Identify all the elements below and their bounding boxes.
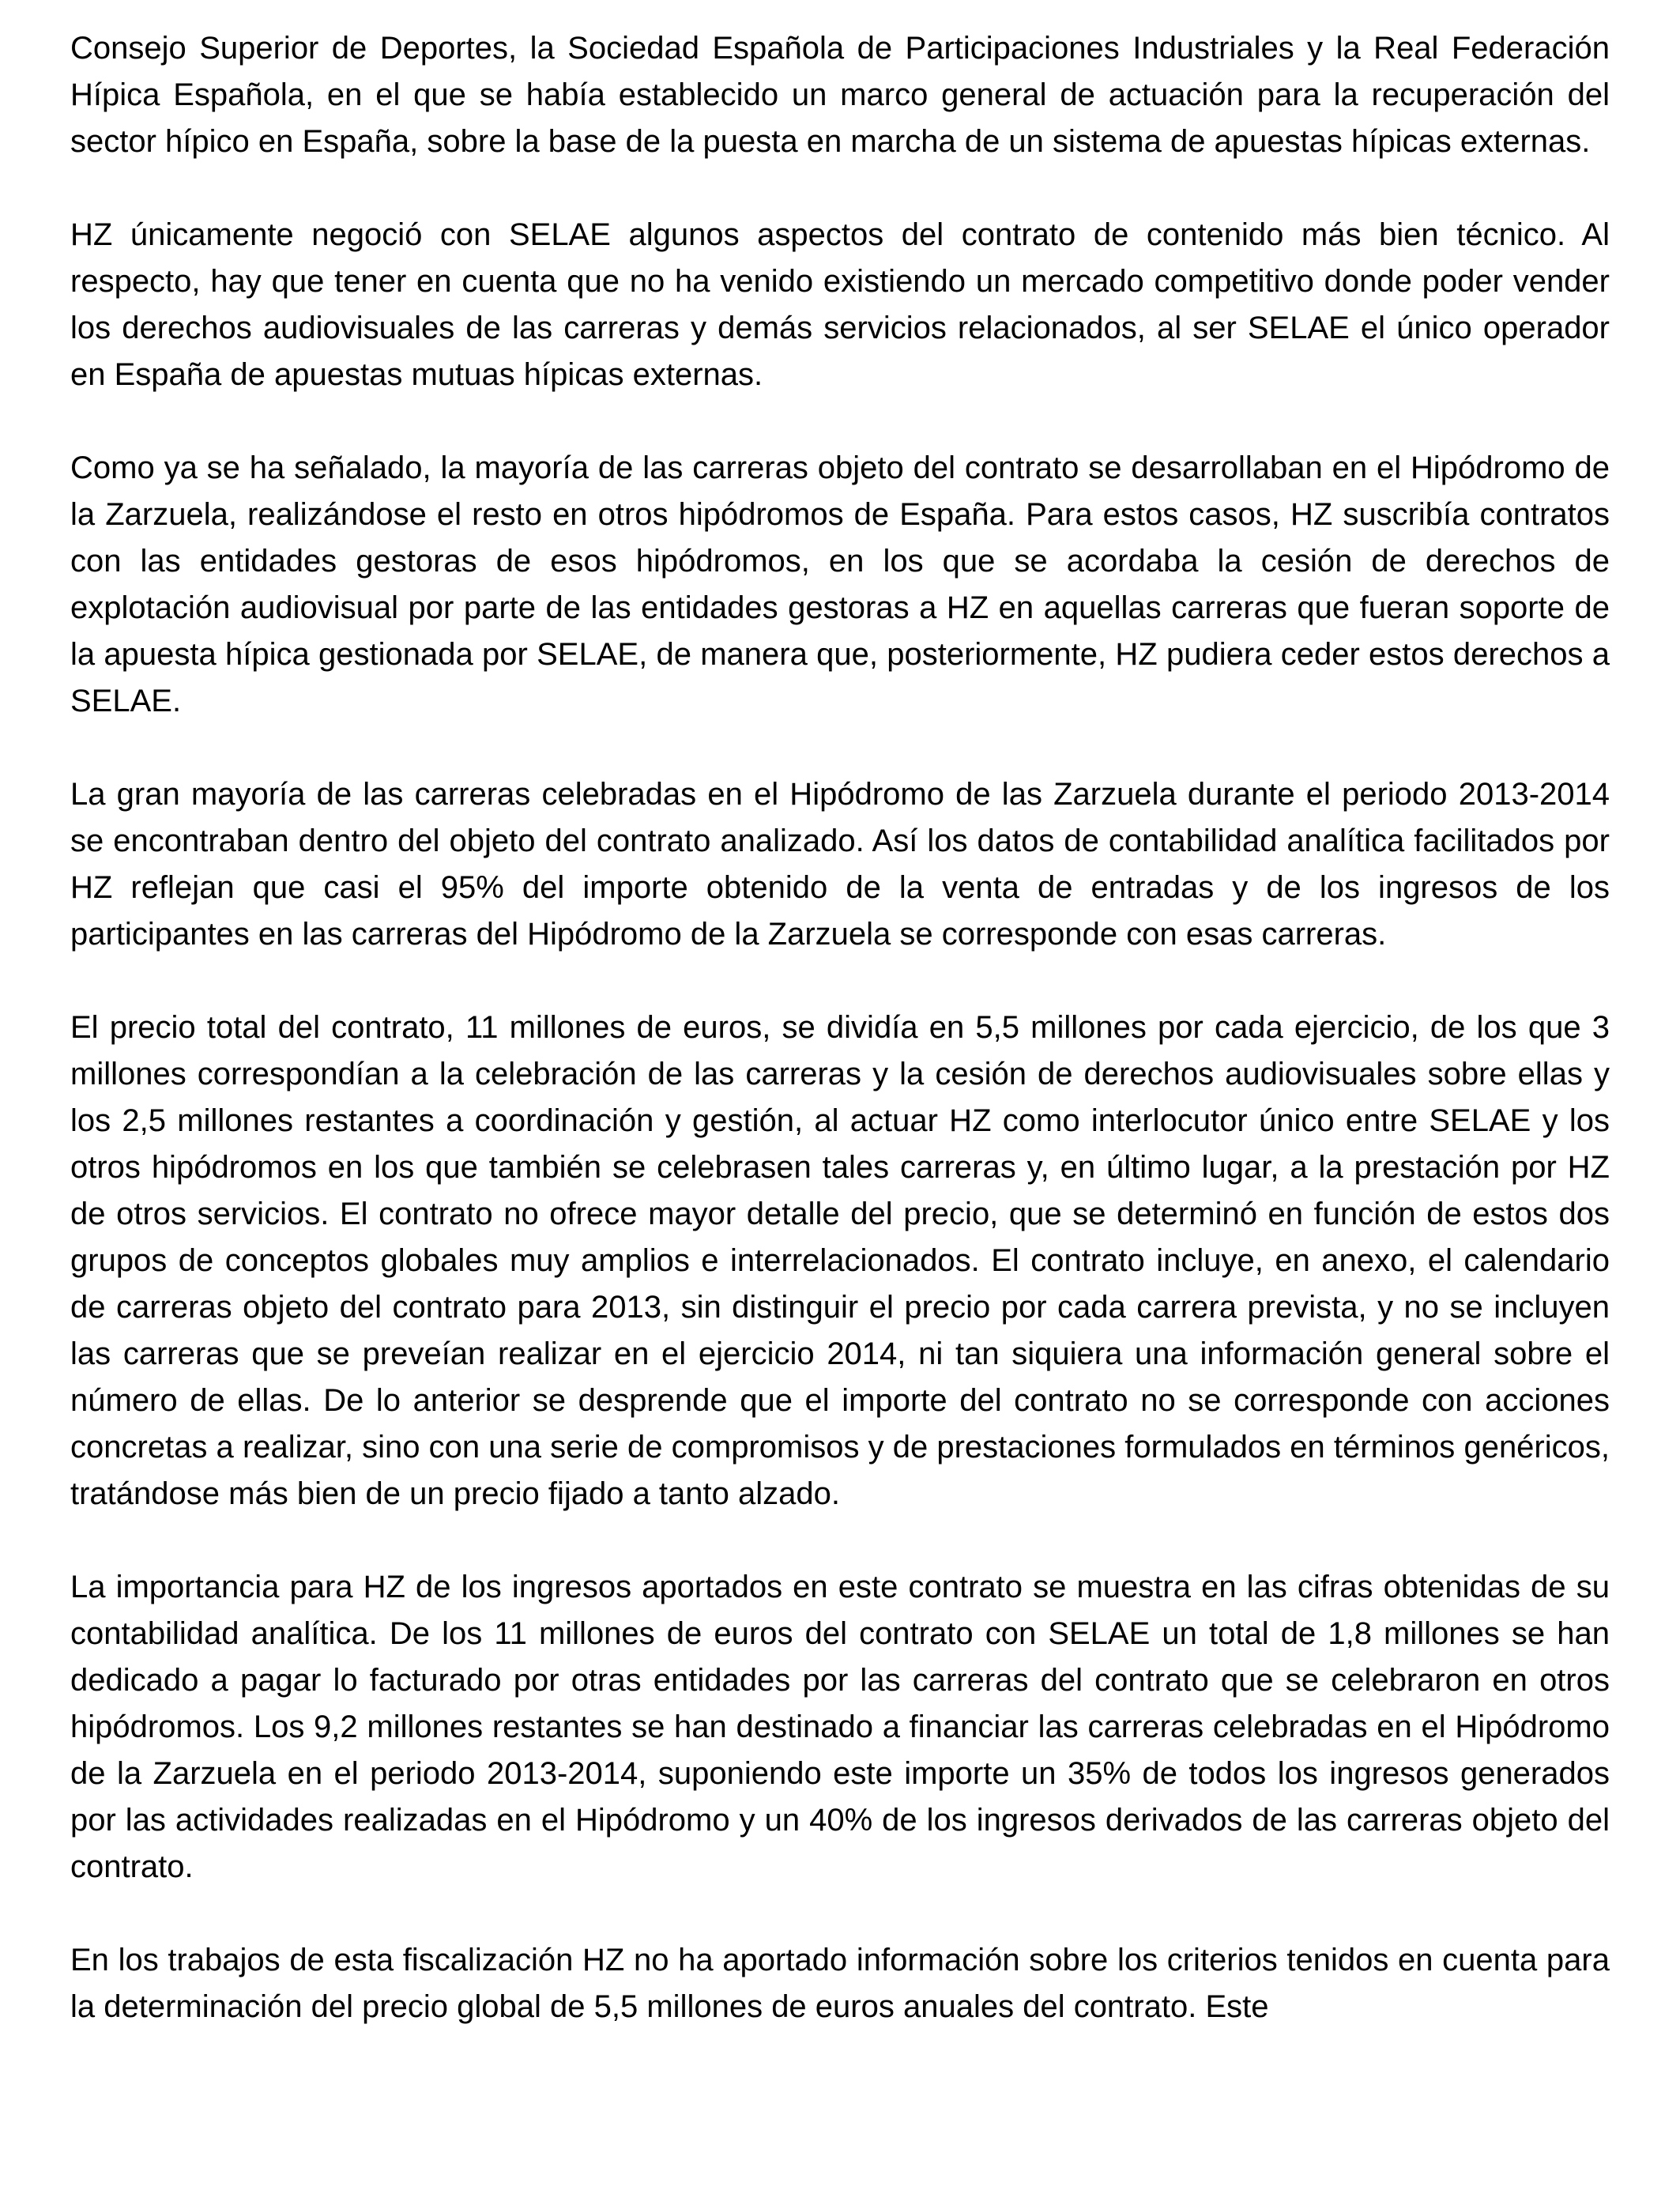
paragraph-7: En los trabajos de esta fiscalización HZ no ha aportado información sobre los criterios tenidos en cuenta para la determinación del precio global de 5,5 millones de euros anuales del contrato. Este [70,1943,1610,2024]
paragraph-5: El precio total del contrato, 11 millones de euros, se dividía en 5,5 millones por cada ejercicio, de los que 3 millones correspondían a la celebración de las carreras y la cesión de derechos audiovisuales sobre ellas y los 2,5 millones restantes a coordinación y gestión, al actuar HZ como interlocutor único entre SELAE y los otros hipódromos en los que también se celebrasen tales carreras y, en último lugar, a la prestación por HZ de otros servicios. El contrato no ofrece mayor detalle del precio, que se determinó en función de estos dos grupos de conceptos globales muy amplios e interrelacionados. El contrato incluye, en anexo, el calendario de carreras objeto del contrato para 2013, sin distinguir el precio por cada carrera prevista, y no se incluyen las carreras que se preveían realizar en el ejercicio 2014, ni tan siquiera una información general sobre el número de ellas. De lo anterior se desprende que el importe del contrato no se corresponde con acciones concretas a realizar, sino con una serie de compromisos y de prestaciones formulados en términos genéricos, tratándose más bien de un precio fijado a tanto alzado. [70,1010,1610,1511]
paragraph-6: La importancia para HZ de los ingresos aportados en este contrato se muestra en las cifras obtenidas de su contabilidad analítica. De los 11 millones de euros del contrato con SELAE un total de 1,8 millones se han dedicado a pagar lo facturado por otras entidades por las carreras del contrato que se celebraron en otros hipódromos. Los 9,2 millones restantes se han destinado a financiar las carreras celebradas en el Hipódromo de la Zarzuela en el periodo 2013-2014, suponiendo este importe un 35% de todos los ingresos generados por las actividades realizadas en el Hipódromo y un 40% de los ingresos derivados de las carreras objeto del contrato. [70,1570,1610,1884]
paragraph-1: Consejo Superior de Deportes, la Sociedad Española de Participaciones Industriales y la Real Federación Hípica Española, en el que se había establecido un marco general de actuación para la recuperación del sector hípico en España, sobre la base de la puesta en marcha de un sistema de apuestas hípicas externas. [70,31,1610,159]
paragraph-2: HZ únicamente negoció con SELAE algunos aspectos del contrato de contenido más bien técnico. Al respecto, hay que tener en cuenta que no ha venido existiendo un mercado competitivo donde poder vender los derechos audiovisuales de las carreras y demás servicios relacionados, al ser SELAE el único operador en España de apuestas mutuas hípicas externas. [70,217,1610,392]
paragraph-3: Como ya se ha señalado, la mayoría de las carreras objeto del contrato se desarrollaban en el Hipódromo de la Zarzuela, realizándose el resto en otros hipódromos de España. Para estos casos, HZ suscribía contratos con las entidades gestoras de esos hipódromos, en los que se acordaba la cesión de derechos de explotación audiovisual por parte de las entidades gestoras a HZ en aquellas carreras que fueran soporte de la apuesta hípica gestionada por SELAE, de manera que, posteriormente, HZ pudiera ceder estos derechos a SELAE. [70,450,1610,718]
paragraph-4: La gran mayoría de las carreras celebradas en el Hipódromo de las Zarzuela durante el periodo 2013-2014 se encontraban dentro del objeto del contrato analizado. Así los datos de contabilidad analítica facilitados por HZ reflejan que casi el 95% del importe obtenido de la venta de entradas y de los ingresos de los participantes en las carreras del Hipódromo de la Zarzuela se corresponde con esas carreras. [70,777,1610,952]
